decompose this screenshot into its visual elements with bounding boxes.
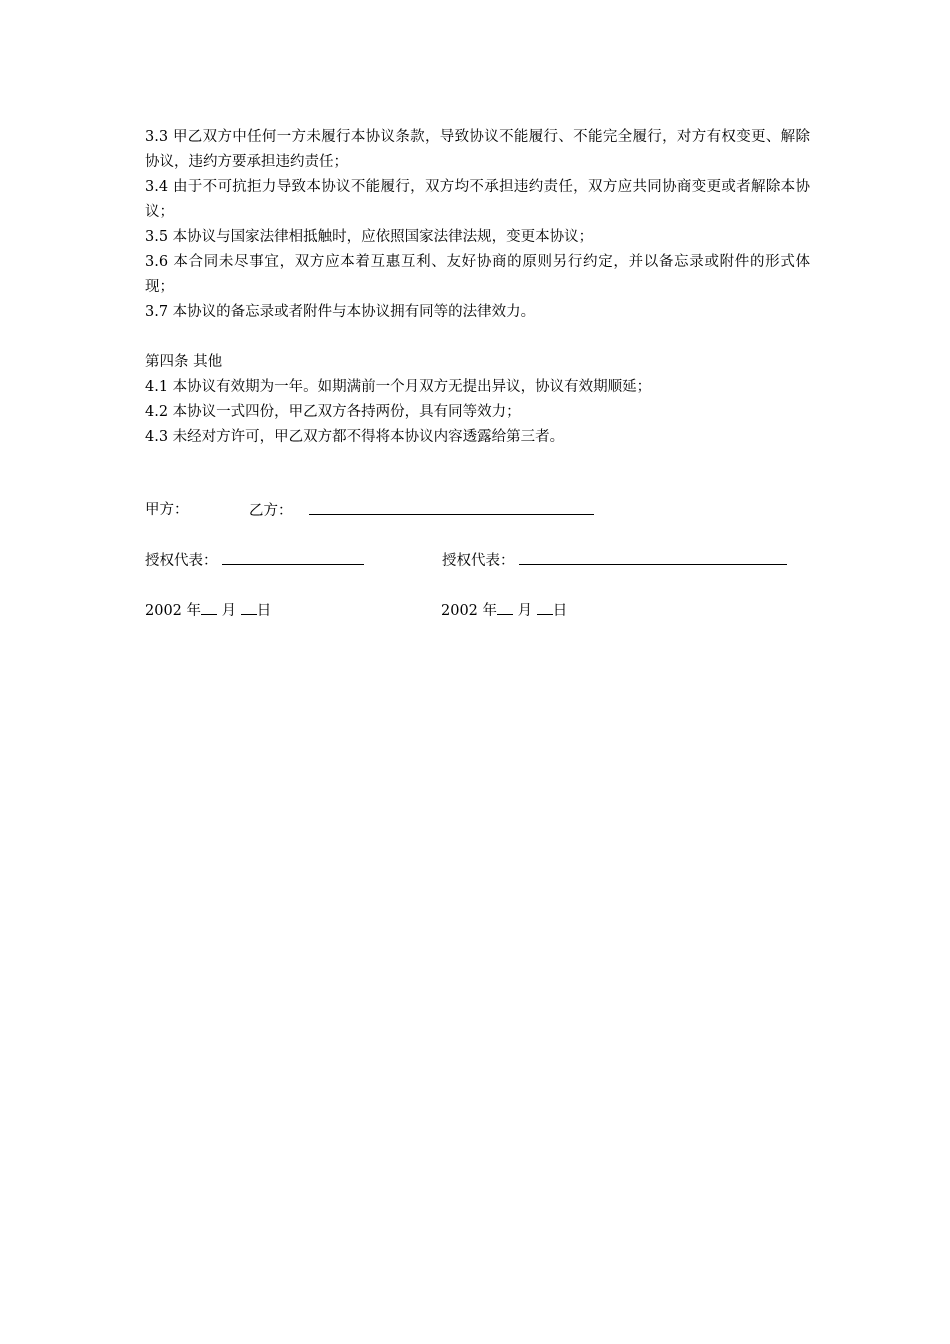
- date-b-day-blank: [537, 600, 553, 615]
- rep-b-signature-line: [519, 550, 787, 565]
- date-b: [441, 600, 567, 621]
- paragraph-spacer: [145, 325, 810, 350]
- clause-4-3: 4.3 未经对方许可，甲乙双方都不得将本协议内容透露给第三者。: [145, 429, 565, 445]
- clause-3-5: 3.5 本协议与国家法律相抵触时，应依照国家法律法规，变更本协议；: [145, 229, 594, 245]
- party-b-label: 乙方：: [249, 503, 293, 519]
- clause-4-1: 4.1 本协议有效期为一年。如期满前一个月双方无提出异议，协议有效期顺延；: [145, 379, 652, 395]
- party-b-signature-line: [309, 500, 594, 515]
- section-4-heading: 第四条 其他: [145, 354, 223, 370]
- date-b-month: 月: [517, 603, 533, 619]
- agreement-body: [145, 125, 810, 450]
- date-a-day: 日: [256, 603, 272, 619]
- clause-3-4: 3.4 由于不可抗拒力导致本协议不能履行，双方均不承担违约责任，双方应共同协商变更或者解除本协议；: [145, 179, 810, 220]
- date-a: [145, 600, 271, 621]
- clause-3-6: 3.6 本合同未尽事宜，双方应本着互惠互利、友好协商的原则另行约定，并以备忘录或附件的形式体现；: [145, 254, 810, 295]
- date-a-month-blank: [201, 600, 217, 615]
- rep-a-label: 授权代表：: [145, 553, 218, 569]
- date-b-month-blank: [497, 600, 513, 615]
- rep-b-label: 授权代表：: [442, 553, 515, 569]
- clause-3-3: 3.3 甲乙双方中任何一方未履行本协议条款，导致协议不能履行、不能完全履行，对方有权变更、解除协议，违约方要承担违约责任；: [145, 129, 810, 170]
- clause-4-2: 4.2 本协议一式四份，甲乙双方各持两份，具有同等效力；: [145, 404, 521, 420]
- date-b-year: 2002 年: [441, 603, 498, 619]
- date-a-day-blank: [241, 600, 257, 615]
- date-a-year: 2002 年: [145, 603, 202, 619]
- party-b-signature: [249, 500, 594, 521]
- party-a-label: 甲方：: [145, 502, 189, 518]
- party-a-signature: [145, 500, 189, 520]
- rep-b-signature: [442, 550, 787, 571]
- date-a-month: 月: [221, 603, 237, 619]
- date-b-day: 日: [552, 603, 568, 619]
- clause-3-7: 3.7 本协议的备忘录或者附件与本协议拥有同等的法律效力。: [145, 304, 536, 320]
- rep-a-signature: [145, 550, 364, 571]
- rep-a-signature-line: [222, 550, 364, 565]
